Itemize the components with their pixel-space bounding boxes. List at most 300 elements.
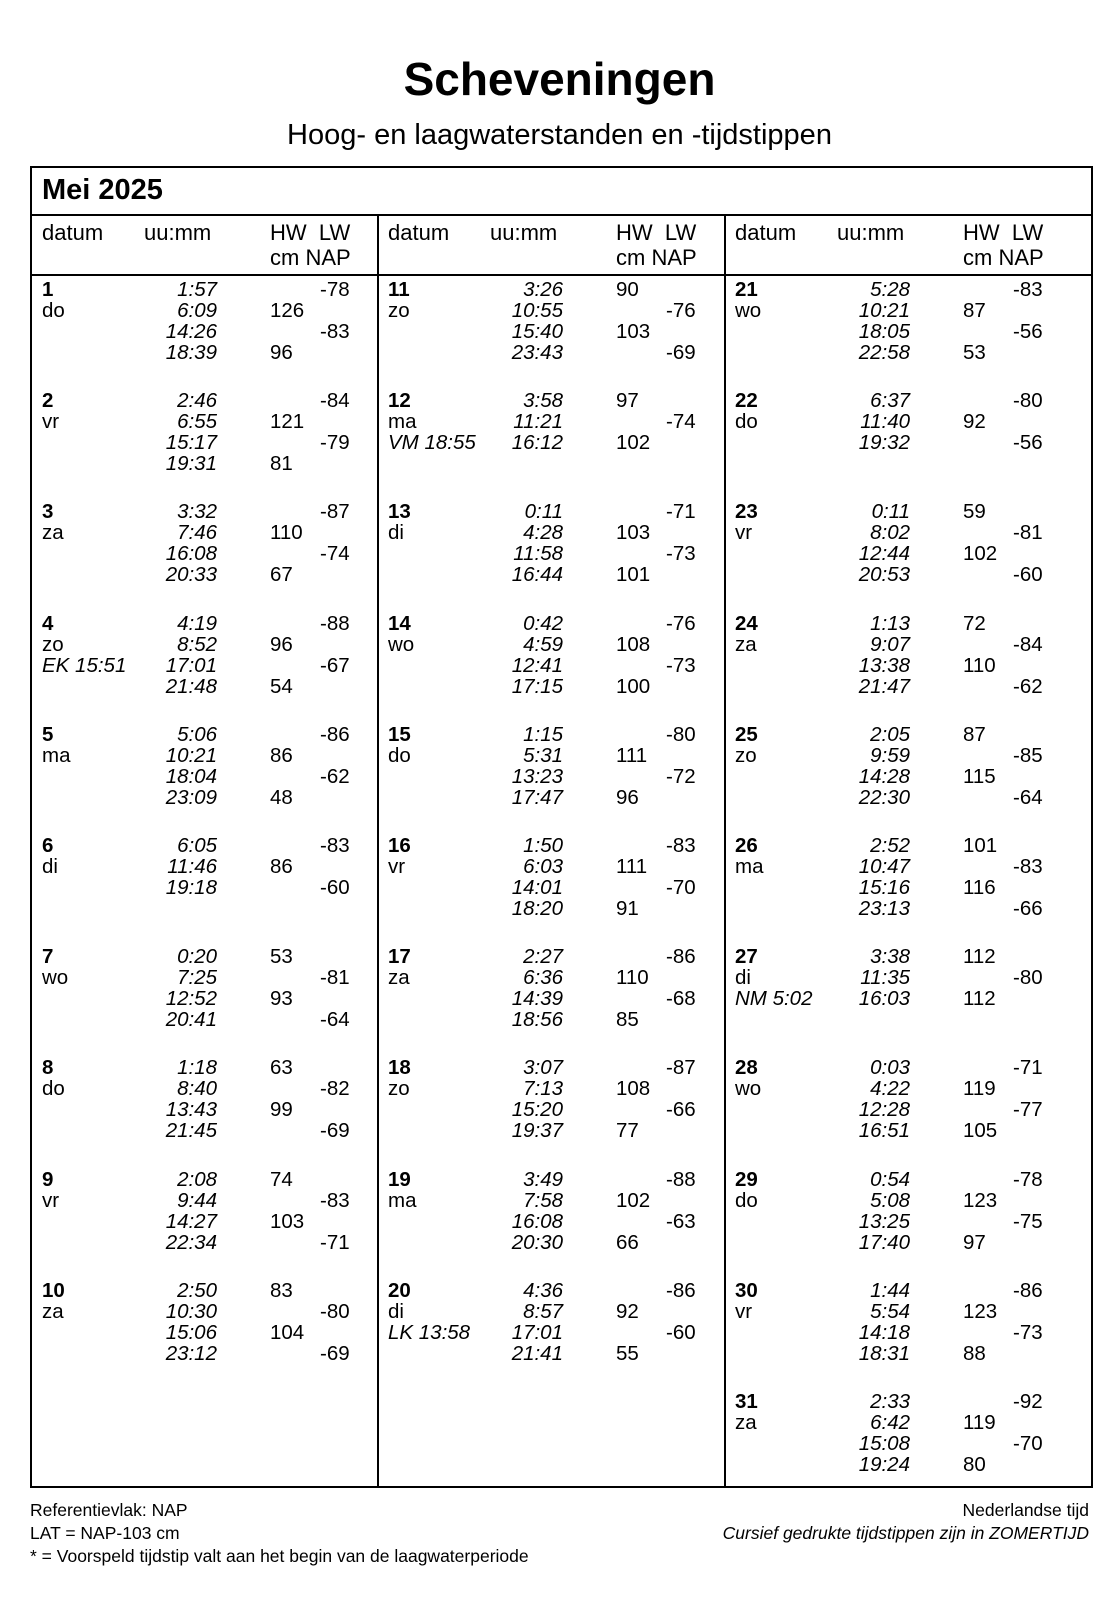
tide-row — [378, 634, 729, 655]
high-water-level: 101 — [616, 563, 651, 587]
high-water-level: 103 — [270, 1209, 305, 1233]
tide-row — [725, 946, 1076, 967]
high-water-level: 74 — [270, 1167, 293, 1191]
low-water-level: -78 — [1013, 1167, 1043, 1191]
day-entry — [32, 1057, 383, 1168]
tide-row — [378, 501, 729, 522]
header-datum: datum — [388, 220, 450, 245]
header-levels — [963, 220, 1044, 270]
tide-time: 12:52 — [165, 987, 217, 1011]
day-number: 5 — [42, 722, 54, 746]
low-water-level: -74 — [666, 410, 696, 434]
tide-time: 15:06 — [165, 1320, 217, 1344]
moon-phase: LK 13:58 — [388, 1320, 471, 1344]
tide-row — [32, 766, 383, 787]
high-water-level: 119 — [963, 1411, 996, 1434]
tide-row — [378, 1057, 729, 1078]
tide-time: 1:15 — [523, 722, 563, 746]
high-water-level: 96 — [270, 341, 293, 364]
tide-row — [378, 745, 729, 766]
low-water-level: -86 — [666, 945, 696, 969]
tide-time: 0:54 — [870, 1167, 910, 1191]
day-entry — [32, 390, 383, 501]
day-name: za — [42, 1299, 64, 1323]
tide-time: 11:35 — [860, 966, 910, 990]
tide-time: 22:58 — [858, 341, 910, 364]
high-water-level: 99 — [270, 1098, 293, 1122]
day-entry — [32, 946, 383, 1057]
low-water-level: -60 — [1013, 563, 1043, 587]
tide-row — [378, 724, 729, 745]
tide-row — [378, 787, 729, 808]
high-water-level: 63 — [270, 1056, 293, 1080]
tide-time: 18:56 — [511, 1008, 563, 1032]
day-column-3 — [725, 216, 1076, 1488]
tide-row — [32, 634, 383, 655]
tide-time: 3:58 — [523, 389, 563, 413]
tide-time: 2:27 — [523, 945, 563, 969]
day-number: 9 — [42, 1167, 54, 1191]
tide-time: 15:17 — [165, 431, 217, 455]
day-name: za — [42, 521, 64, 545]
tide-time: 18:05 — [858, 320, 910, 343]
tide-time: 13:38 — [858, 653, 910, 677]
tide-row — [378, 1301, 729, 1322]
day-entry — [378, 390, 729, 501]
high-water-level: 123 — [963, 1188, 998, 1212]
tide-time: 16:12 — [511, 431, 563, 455]
tide-time: 2:46 — [177, 389, 217, 413]
low-water-level: -64 — [1013, 785, 1043, 809]
tide-row — [32, 613, 383, 634]
high-water-level: 86 — [270, 743, 293, 767]
tide-time: 20:30 — [511, 1230, 563, 1254]
header-hw-lw: HW LW — [963, 220, 1044, 245]
tide-row — [378, 1280, 729, 1301]
high-water-level: 97 — [616, 389, 639, 413]
tide-time: 2:52 — [870, 834, 910, 857]
low-water-level: -84 — [1013, 632, 1043, 656]
day-number: 28 — [735, 1056, 758, 1080]
tide-row — [725, 1232, 1076, 1253]
low-water-level: -77 — [1013, 1098, 1043, 1122]
low-water-level: -66 — [1013, 897, 1043, 920]
low-water-level: -80 — [1013, 389, 1043, 413]
tide-time: 1:57 — [177, 278, 217, 301]
tide-row — [32, 946, 383, 967]
day-number: 4 — [42, 611, 54, 635]
low-water-level: -88 — [666, 1167, 696, 1191]
tide-row — [725, 522, 1076, 543]
tide-row — [378, 1169, 729, 1190]
tide-row — [32, 390, 383, 411]
tide-row — [725, 655, 1076, 676]
day-number: 11 — [388, 278, 410, 301]
day-number: 31 — [735, 1390, 758, 1413]
day-name: vr — [735, 1299, 753, 1323]
tide-time: 6:09 — [177, 299, 217, 322]
tide-row — [378, 856, 729, 877]
tide-time: 15:20 — [511, 1098, 563, 1122]
high-water-level: 55 — [616, 1341, 639, 1365]
low-water-level: -83 — [320, 834, 350, 857]
tide-time: 10:30 — [165, 1299, 217, 1323]
high-water-level: 112 — [963, 945, 996, 969]
day-number: 27 — [735, 945, 758, 969]
low-water-level: -68 — [666, 987, 696, 1011]
day-name: vr — [42, 1188, 60, 1212]
day-name: ma — [388, 1188, 417, 1212]
high-water-level: 100 — [616, 674, 651, 698]
high-water-level: 67 — [270, 563, 293, 587]
tide-row — [725, 1412, 1076, 1433]
tide-row — [725, 1454, 1076, 1475]
day-name: zo — [42, 632, 64, 656]
tide-row — [32, 501, 383, 522]
tide-time: 13:23 — [511, 764, 563, 788]
low-water-level: -80 — [320, 1299, 350, 1323]
tide-time: 5:54 — [870, 1299, 910, 1323]
day-entry — [378, 501, 729, 612]
tide-row — [378, 1099, 729, 1120]
high-water-level: 110 — [963, 653, 996, 677]
tide-row — [725, 501, 1076, 522]
tide-row — [725, 411, 1076, 432]
tide-time: 21:48 — [165, 674, 217, 698]
tide-row — [725, 1078, 1076, 1099]
day-name: do — [388, 743, 411, 767]
tide-time: 4:22 — [870, 1077, 910, 1101]
low-water-level: -73 — [1013, 1320, 1043, 1344]
day-name: wo — [388, 632, 415, 656]
header-time: uu:mm — [837, 220, 905, 245]
tide-row — [378, 321, 729, 342]
day-name: do — [42, 299, 65, 322]
tide-time: 15:16 — [858, 876, 910, 899]
day-number: 26 — [735, 834, 758, 857]
tide-time: 17:40 — [858, 1230, 910, 1254]
tide-row — [378, 988, 729, 1009]
tide-row — [725, 877, 1076, 898]
high-water-level: 92 — [616, 1299, 639, 1323]
day-name: do — [735, 410, 758, 434]
day-entry — [725, 1391, 1076, 1502]
tide-row — [32, 835, 383, 856]
day-name: za — [388, 966, 410, 990]
low-water-level: -62 — [320, 764, 350, 788]
day-number: 16 — [388, 834, 411, 857]
tide-row — [725, 564, 1076, 585]
tide-time: 2:05 — [870, 722, 910, 746]
tide-row — [378, 543, 729, 564]
tide-row — [32, 655, 383, 676]
tide-row — [32, 787, 383, 808]
tide-time: 18:04 — [165, 764, 217, 788]
high-water-level: 87 — [963, 299, 986, 322]
low-water-level: -64 — [320, 1008, 350, 1032]
high-water-level: 72 — [963, 611, 986, 635]
day-name: wo — [42, 966, 69, 990]
day-entry — [725, 1057, 1076, 1168]
day-number: 25 — [735, 722, 758, 746]
footer-reference: Referentievlak: NAP — [30, 1500, 188, 1520]
day-name: zo — [388, 299, 410, 322]
tide-row — [725, 745, 1076, 766]
tide-time: 14:18 — [858, 1320, 910, 1344]
day-number: 12 — [388, 389, 411, 413]
low-water-level: -69 — [666, 341, 696, 364]
high-water-level: 116 — [963, 876, 996, 899]
tide-time: 9:07 — [870, 632, 910, 656]
tide-time: 5:06 — [177, 722, 217, 746]
tide-time: 4:28 — [523, 521, 563, 545]
tide-time: 11:21 — [513, 410, 563, 434]
high-water-level: 59 — [963, 500, 986, 524]
tide-time: 6:55 — [177, 410, 217, 434]
tide-time: 12:28 — [858, 1098, 910, 1122]
tide-row — [378, 1078, 729, 1099]
tide-time: 6:36 — [523, 966, 563, 990]
day-number: 20 — [388, 1278, 411, 1302]
high-water-level: 101 — [963, 834, 998, 857]
tide-row — [725, 898, 1076, 919]
tide-row — [378, 342, 729, 363]
header-unit: cm NAP — [270, 245, 351, 270]
tide-time: 15:08 — [858, 1432, 910, 1455]
tide-time: 11:40 — [860, 410, 910, 434]
low-water-level: -56 — [1013, 320, 1043, 343]
tide-row — [378, 655, 729, 676]
tide-row — [725, 1391, 1076, 1412]
tide-row — [32, 1322, 383, 1343]
low-water-level: -85 — [1013, 743, 1043, 767]
tide-time: 1:50 — [523, 834, 563, 857]
tide-time: 7:13 — [523, 1077, 563, 1101]
day-number: 3 — [42, 500, 54, 524]
tide-row — [378, 1343, 729, 1364]
high-water-level: 93 — [270, 987, 293, 1011]
low-water-level: -83 — [1013, 855, 1043, 878]
tide-row — [378, 613, 729, 634]
low-water-level: -86 — [1013, 1278, 1043, 1302]
tide-time: 23:12 — [165, 1341, 217, 1365]
day-entry — [725, 835, 1076, 946]
day-entry — [32, 501, 383, 612]
tide-row — [725, 300, 1076, 321]
tide-row — [378, 898, 729, 919]
tide-time: 14:27 — [165, 1209, 217, 1233]
header-datum: datum — [735, 220, 797, 245]
day-entry — [32, 613, 383, 724]
high-water-level: 108 — [616, 632, 651, 656]
tide-time: 17:01 — [511, 1320, 563, 1344]
low-water-level: -71 — [666, 500, 696, 524]
low-water-level: -72 — [666, 764, 696, 788]
low-water-level: -69 — [320, 1341, 350, 1365]
tide-row — [32, 432, 383, 453]
day-entry — [32, 835, 383, 946]
tide-time: 2:33 — [870, 1390, 910, 1413]
day-entry — [725, 1280, 1076, 1391]
tide-row — [725, 787, 1076, 808]
high-water-level: 115 — [963, 764, 996, 788]
moon-phase: VM 18:55 — [388, 431, 476, 455]
tide-row — [725, 856, 1076, 877]
tide-row — [32, 724, 383, 745]
tide-row — [725, 1099, 1076, 1120]
high-water-level: 102 — [616, 431, 651, 455]
day-number: 10 — [42, 1278, 65, 1302]
day-number: 6 — [42, 834, 54, 857]
tide-time: 3:32 — [177, 500, 217, 524]
tide-row — [32, 967, 383, 988]
tide-row — [378, 946, 729, 967]
moon-phase: EK 15:51 — [42, 653, 127, 677]
footer-time-notes — [723, 1499, 1089, 1545]
high-water-level: 112 — [963, 987, 996, 1011]
high-water-level: 96 — [616, 785, 639, 809]
tide-time: 3:38 — [870, 945, 910, 969]
header-unit: cm NAP — [616, 245, 697, 270]
low-water-level: -60 — [320, 876, 350, 899]
tide-row — [32, 564, 383, 585]
day-name: di — [735, 966, 751, 990]
tide-table — [30, 166, 1093, 1488]
tide-row — [378, 877, 729, 898]
low-water-level: -83 — [320, 320, 350, 343]
tide-row — [378, 411, 729, 432]
tide-time: 6:05 — [177, 834, 217, 857]
header-hw-lw: HW LW — [270, 220, 351, 245]
low-water-level: -74 — [320, 542, 350, 566]
header-hw-lw: HW LW — [616, 220, 697, 245]
tide-row — [725, 432, 1076, 453]
day-entry — [378, 1280, 729, 1391]
day-name: di — [388, 1299, 404, 1323]
tide-time: 22:34 — [165, 1230, 217, 1254]
tide-time: 19:31 — [165, 452, 217, 476]
moon-phase: NM 5:02 — [735, 987, 813, 1011]
tide-time: 0:11 — [524, 500, 563, 524]
high-water-level: 48 — [270, 785, 293, 809]
tide-time: 20:53 — [858, 563, 910, 587]
low-water-level: -84 — [320, 389, 350, 413]
low-water-level: -69 — [320, 1119, 350, 1143]
low-water-level: -83 — [666, 834, 696, 857]
tide-time: 17:15 — [511, 674, 563, 698]
day-number: 2 — [42, 389, 54, 413]
tide-row — [378, 967, 729, 988]
low-water-level: -73 — [666, 653, 696, 677]
tide-row — [725, 967, 1076, 988]
low-water-level: -88 — [320, 611, 350, 635]
tide-row — [725, 390, 1076, 411]
tide-row — [32, 321, 383, 342]
low-water-level: -80 — [1013, 966, 1043, 990]
tide-row — [378, 1211, 729, 1232]
high-water-level: 119 — [963, 1077, 996, 1101]
tide-time: 14:01 — [511, 876, 563, 899]
tide-row — [725, 613, 1076, 634]
header-time: uu:mm — [490, 220, 558, 245]
day-entry — [378, 724, 729, 835]
tide-row — [725, 543, 1076, 564]
tide-time: 20:33 — [165, 563, 217, 587]
tide-time: 7:25 — [177, 966, 217, 990]
tide-row — [32, 300, 383, 321]
tide-time: 13:25 — [858, 1209, 910, 1233]
tide-row — [378, 766, 729, 787]
day-entry — [32, 1169, 383, 1280]
day-number: 19 — [388, 1167, 411, 1191]
day-name: vr — [42, 410, 60, 434]
tide-time: 5:28 — [870, 278, 910, 301]
high-water-level: 85 — [616, 1008, 639, 1032]
high-water-level: 80 — [963, 1453, 986, 1476]
tide-time: 14:39 — [511, 987, 563, 1011]
tide-row — [32, 745, 383, 766]
day-number: 22 — [735, 389, 758, 413]
tide-time: 4:19 — [177, 611, 217, 635]
day-entry — [32, 279, 383, 390]
high-water-level: 91 — [616, 897, 639, 920]
day-number: 17 — [388, 945, 411, 969]
low-water-level: -83 — [320, 1188, 350, 1212]
tide-time: 8:52 — [177, 632, 217, 656]
tide-time: 19:32 — [858, 431, 910, 455]
tide-row — [725, 676, 1076, 697]
tide-row — [725, 279, 1076, 300]
high-water-level: 53 — [963, 341, 986, 364]
tide-row — [725, 1211, 1076, 1232]
tide-time: 17:01 — [165, 653, 217, 677]
header-levels — [616, 220, 697, 270]
tide-row — [725, 835, 1076, 856]
day-name: vr — [388, 855, 406, 878]
tide-row — [32, 1190, 383, 1211]
tide-time: 0:42 — [523, 611, 563, 635]
tide-time: 0:11 — [871, 500, 910, 524]
day-name: vr — [735, 521, 753, 545]
day-name: zo — [735, 743, 757, 767]
tide-time: 16:51 — [858, 1119, 910, 1143]
tide-row — [32, 1232, 383, 1253]
tide-row — [32, 676, 383, 697]
tide-row — [378, 1009, 729, 1030]
tide-time: 1:18 — [177, 1056, 217, 1080]
high-water-level: 111 — [616, 743, 648, 767]
tide-time: 8:57 — [523, 1299, 563, 1323]
day-number: 13 — [388, 500, 411, 524]
low-water-level: -63 — [666, 1209, 696, 1233]
tide-row — [378, 432, 729, 453]
page-title: Scheveningen — [403, 53, 716, 105]
day-entry — [725, 279, 1076, 390]
tide-row — [378, 564, 729, 585]
low-water-level: -73 — [666, 542, 696, 566]
high-water-level: 108 — [616, 1077, 651, 1101]
tide-time: 23:13 — [858, 897, 910, 920]
tide-row — [725, 1169, 1076, 1190]
footer-summertime-note: Cursief gedrukte tijdstippen zijn in ZOMERTIJD — [722, 1523, 1089, 1543]
tide-row — [32, 1099, 383, 1120]
tide-time: 18:20 — [511, 897, 563, 920]
tide-row — [725, 1057, 1076, 1078]
low-water-level: -62 — [1013, 674, 1043, 698]
tide-time: 6:37 — [870, 389, 910, 413]
low-water-level: -87 — [666, 1056, 696, 1080]
tide-time: 8:02 — [870, 521, 910, 545]
